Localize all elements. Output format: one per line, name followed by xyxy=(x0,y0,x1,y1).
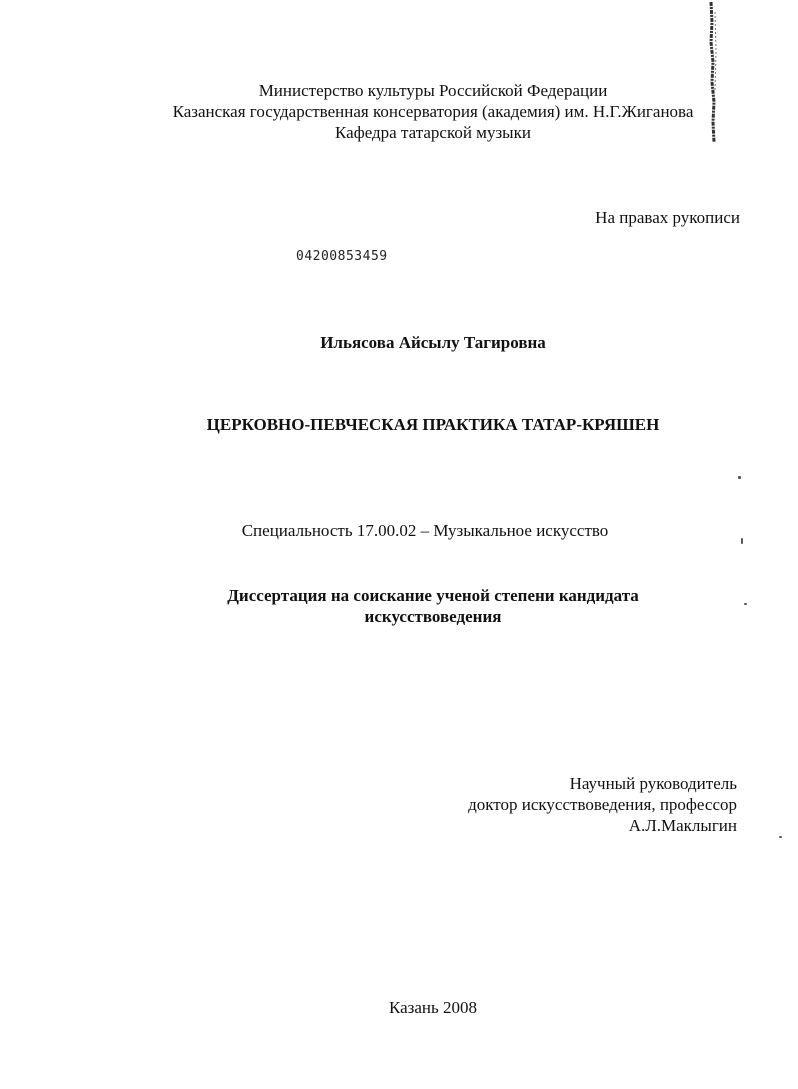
supervisor-degree: доктор искусствоведения, профессор xyxy=(468,795,737,814)
degree-statement xyxy=(0,585,798,627)
author-name: Ильясова Айсылу Тагировна xyxy=(320,333,546,352)
scan-speck xyxy=(744,603,747,605)
institution-line: Казанская государственная консерватория (академия) им. Н.Г.Жиганова xyxy=(172,102,694,121)
degree-statement-line-1: Диссертация на соискание ученой степени кандидата xyxy=(227,586,639,605)
degree-statement-line-2: искусствоведения xyxy=(364,607,502,626)
city-year: Казань 2008 xyxy=(388,998,478,1017)
scan-speck xyxy=(738,476,741,479)
dissertation-title: ЦЕРКОВНО-ПЕВЧЕСКАЯ ПРАКТИКА ТАТАР-КРЯШЕН xyxy=(206,415,660,434)
header-block xyxy=(34,80,798,143)
specialty-line: Специальность 17.00.02 – Музыкальное искусство xyxy=(241,521,609,540)
scan-edge-artifact xyxy=(702,2,720,142)
supervisor-name: А.Л.Маклыгин xyxy=(628,816,737,835)
scan-speck xyxy=(779,836,782,838)
scan-speck xyxy=(741,538,743,544)
rights-note: На правах рукописи xyxy=(595,208,740,227)
department-line: Кафедра татарской музыки xyxy=(335,123,531,142)
library-code: 04200853459 xyxy=(296,249,388,264)
supervisor-block xyxy=(468,773,737,836)
ministry-line: Министерство культуры Российской Федерации xyxy=(258,81,608,100)
supervisor-role: Научный руководитель xyxy=(569,774,737,793)
